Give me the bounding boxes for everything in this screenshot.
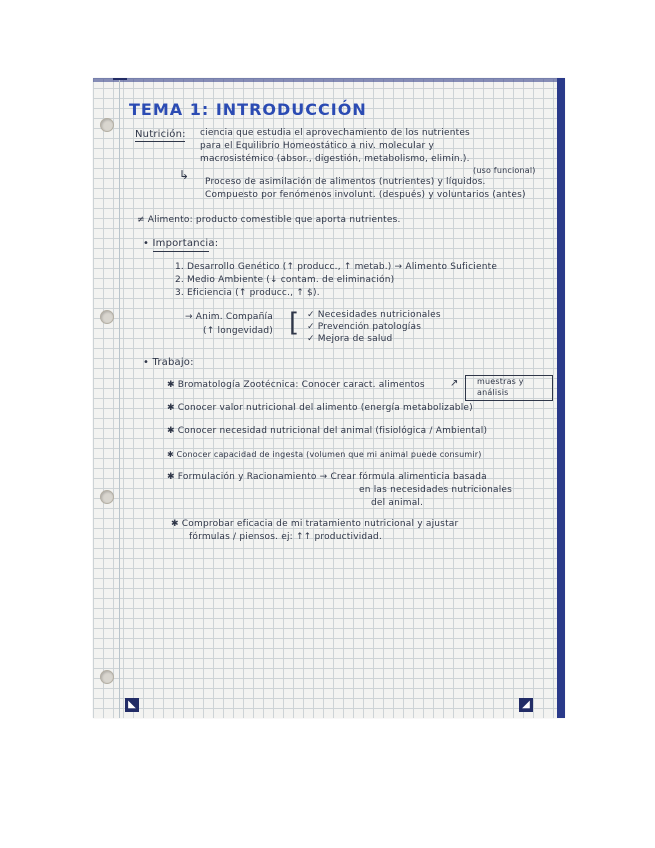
uso-funcional-note: (uso funcional) bbox=[473, 166, 536, 175]
box-line: análisis bbox=[477, 388, 509, 397]
anim-compania-label: → Anim. Compañía bbox=[185, 312, 273, 322]
proceso-line: Compuesto por fenómenos involunt. (después) y voluntarios (antes) bbox=[205, 190, 526, 200]
margin-line bbox=[119, 78, 120, 718]
trabajo-subline: del animal. bbox=[371, 498, 424, 508]
notebook-page bbox=[93, 78, 565, 718]
trabajo-item: ✱ Bromatología Zootécnica: Conocer caract. alimentos bbox=[167, 380, 425, 390]
trabajo-item: ✱ Conocer necesidad nutricional del animal (fisiológica / Ambiental) bbox=[167, 426, 488, 436]
importancia-item: 2. Medio Ambiente (↓ contam. de eliminación) bbox=[175, 275, 395, 285]
definition-line: ciencia que estudia el aprovechamiento de los nutrientes bbox=[200, 128, 470, 138]
nutricion-label: Nutrición: bbox=[135, 129, 186, 140]
bracket-icon: [ bbox=[289, 308, 300, 338]
check-item: ✓ Necesidades nutricionales bbox=[307, 310, 441, 320]
trabajo-item: ✱ Formulación y Racionamiento → Crear fórmula alimenticia basada bbox=[167, 472, 487, 482]
corner-marker-icon: ◢ bbox=[519, 698, 533, 712]
arrow-icon: ↳ bbox=[179, 168, 190, 182]
importancia-item: 3. Eficiencia (↑ producc., ↑ $). bbox=[175, 288, 320, 298]
trabajo-header: • Trabajo: bbox=[143, 357, 194, 368]
binder-hole bbox=[100, 310, 114, 324]
trabajo-item: ✱ Conocer valor nutricional del alimento (energía metabolizable) bbox=[167, 403, 473, 413]
importancia-header: • Importancia: bbox=[143, 238, 219, 249]
page-title: TEMA 1: INTRODUCCIÓN bbox=[129, 100, 367, 119]
binder-hole bbox=[100, 490, 114, 504]
corner-marker-icon: ◣ bbox=[125, 698, 139, 712]
right-edge-band bbox=[557, 78, 565, 718]
check-item: ✓ Prevención patologías bbox=[307, 322, 422, 332]
trabajo-subline: fórmulas / piensos. ej: ↑↑ productividad. bbox=[189, 532, 383, 542]
trabajo-item: ✱ Comprobar eficacia de mi tratamiento nutricional y ajustar bbox=[171, 519, 459, 529]
corner-marker-icon bbox=[113, 78, 127, 80]
binder-hole bbox=[100, 118, 114, 132]
longevidad-label: (↑ longevidad) bbox=[203, 326, 273, 336]
trabajo-subline: en las necesidades nutricionales bbox=[359, 485, 513, 495]
check-item: ✓ Mejora de salud bbox=[307, 334, 393, 344]
proceso-line: Proceso de asimilación de alimentos (nutrientes) y líquidos. bbox=[205, 177, 486, 187]
definition-line: macrosistémico (absor., digestión, metabolismo, elimin.). bbox=[200, 154, 470, 164]
alimento-definition: ≠ Alimento: producto comestible que aporta nutrientes. bbox=[137, 215, 401, 225]
definition-line: para el Equilibrio Homeostático a niv. molecular y bbox=[200, 141, 435, 151]
trabajo-item: ✱ Conocer capacidad de ingesta (volumen que mi animal puede consumir) bbox=[167, 450, 482, 459]
top-edge-band bbox=[93, 78, 565, 82]
importancia-underline bbox=[153, 251, 209, 252]
binder-hole bbox=[100, 670, 114, 684]
nutricion-underline bbox=[135, 141, 185, 142]
importancia-item: 1. Desarrollo Genético (↑ producc., ↑ metab.) → Alimento Suficiente bbox=[175, 262, 498, 272]
box-line: muestras y bbox=[477, 377, 524, 386]
arrow-icon: ↗ bbox=[450, 378, 459, 389]
